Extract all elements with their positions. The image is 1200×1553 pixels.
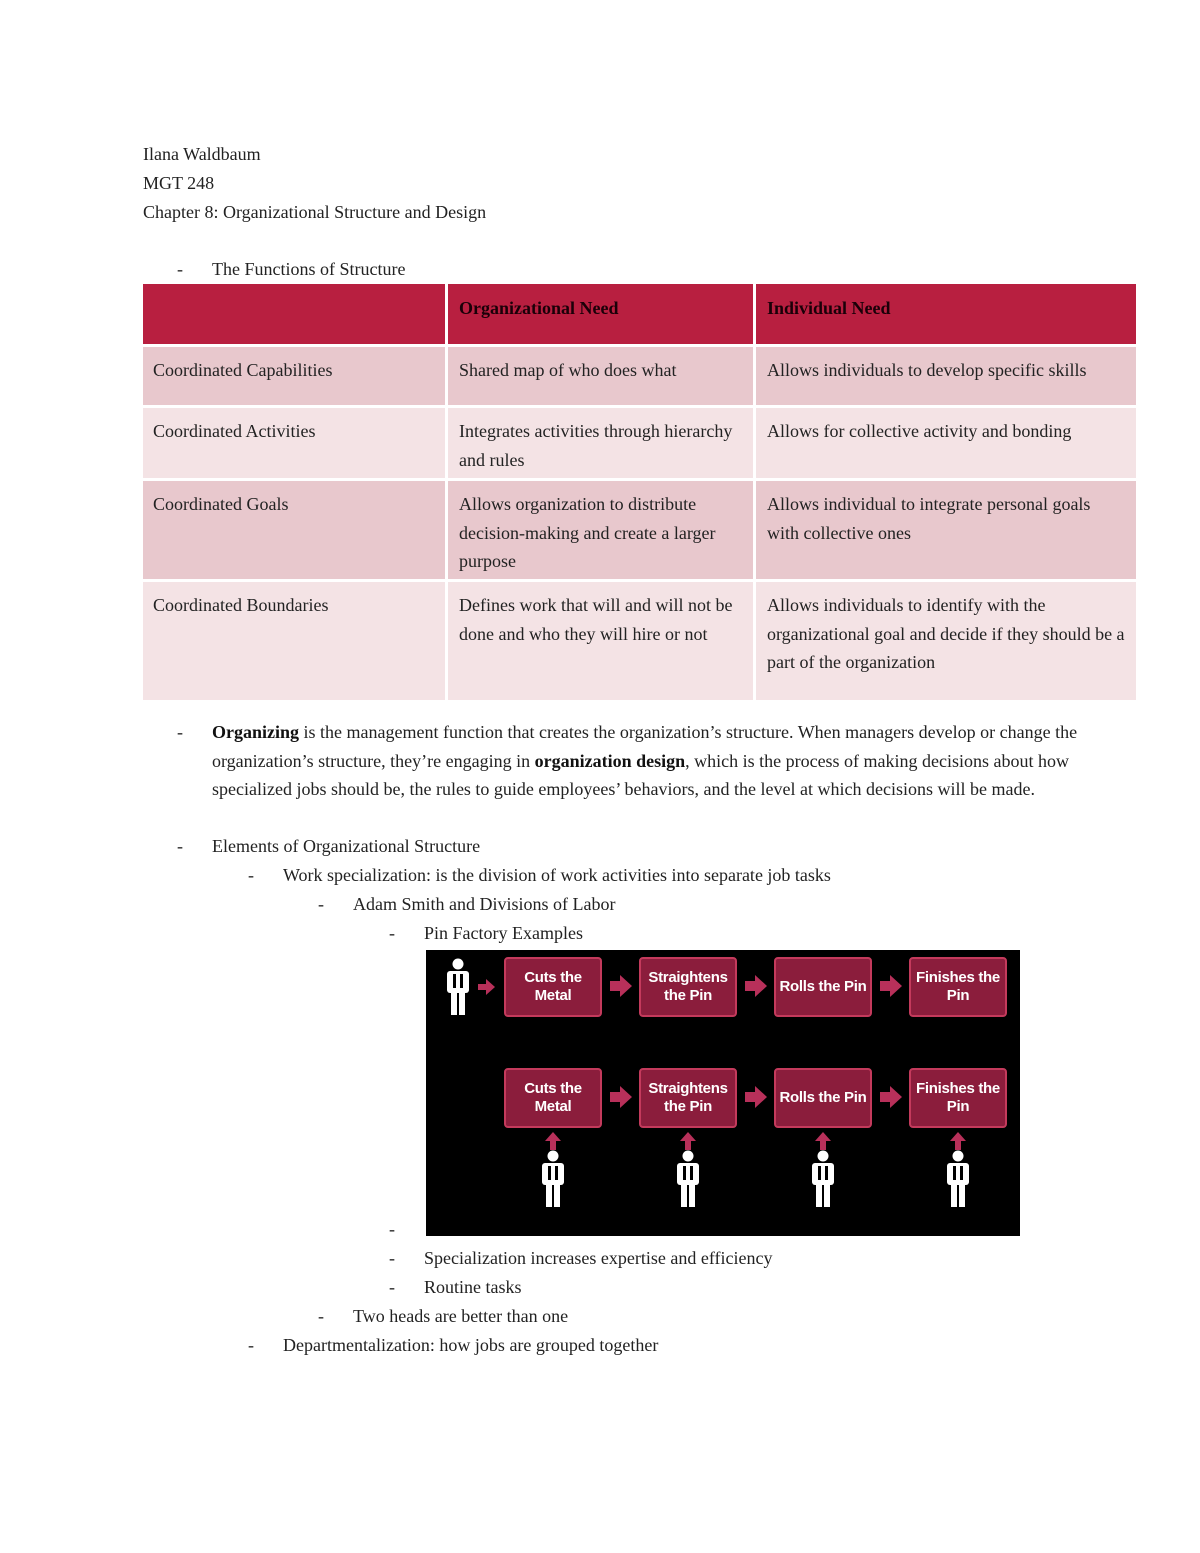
- two-heads-item: Two heads are better than one: [353, 1306, 569, 1326]
- worker-figure-icon: [539, 1150, 567, 1208]
- bullet-dash: -: [318, 894, 324, 914]
- arrow-right-icon: [745, 975, 767, 997]
- table-cell: Coordinated Capabilities: [143, 347, 445, 405]
- arrow-up-icon: [950, 1132, 966, 1150]
- organizing-text-1: is the management function that creates the organization’s structure. When managers develop or change the organization’s structure, they’re engaging in: [212, 722, 1078, 771]
- bullet-dash: -: [248, 865, 254, 885]
- worker-figure-icon: [444, 958, 472, 1016]
- arrow-up-icon: [815, 1132, 831, 1150]
- arrow-right-icon: [478, 978, 496, 996]
- table-cell: Allows for collective activity and bonding: [756, 408, 1136, 478]
- step-box: Rolls the Pin: [774, 1068, 872, 1128]
- step-box: Finishes the Pin: [909, 1068, 1007, 1128]
- worker-figure-icon: [944, 1150, 972, 1208]
- table-cell: Allows individuals to develop specific skills: [756, 347, 1136, 405]
- table-row: [143, 481, 1136, 579]
- bullet-dash: -: [177, 836, 183, 856]
- adam-smith-item: Adam Smith and Divisions of Labor: [353, 894, 616, 914]
- table-row: [143, 582, 1136, 700]
- table-header-row: [143, 284, 1136, 344]
- organizing-text-2: , which is the process of making decisions about how specialized jobs should be, the rules to guide employees’ behaviors, and the level at which decisions will be made.: [212, 750, 1070, 799]
- chapter-title: Chapter 8: Organizational Structure and Design: [143, 202, 487, 222]
- pin-factory-diagram: [426, 950, 1020, 1236]
- arrow-right-icon: [610, 975, 632, 997]
- pin-factory-item: Pin Factory Examples: [424, 923, 583, 943]
- bullet-dash: -: [177, 722, 183, 742]
- arrow-up-icon: [545, 1132, 561, 1150]
- course-code: MGT 248: [143, 173, 215, 193]
- step-box: Finishes the Pin: [909, 957, 1007, 1017]
- bullet-dash: -: [318, 1306, 324, 1326]
- worker-figure-icon: [674, 1150, 702, 1208]
- step-box: Straightens the Pin: [639, 1068, 737, 1128]
- departmentalization-item: Departmentalization: how jobs are grouped together: [283, 1335, 659, 1355]
- arrow-right-icon: [745, 1086, 767, 1108]
- table-cell: Allows organization to distribute decision-making and create a larger purpose: [448, 481, 753, 579]
- arrow-right-icon: [880, 975, 902, 997]
- step-box: Cuts the Metal: [504, 1068, 602, 1128]
- bullet-dash: -: [248, 1335, 254, 1355]
- table-cell: Shared map of who does what: [448, 347, 753, 405]
- organizing-paragraph: [212, 718, 1092, 804]
- organization-design-term: organization design: [534, 750, 686, 771]
- arrow-right-icon: [610, 1086, 632, 1108]
- table-row: [143, 347, 1136, 405]
- table-cell: Coordinated Goals: [143, 481, 445, 579]
- table-cell: Coordinated Boundaries: [143, 582, 445, 700]
- arrow-up-icon: [680, 1132, 696, 1150]
- bullet-dash: -: [389, 1219, 395, 1239]
- bullet-dash: -: [389, 923, 395, 943]
- table-cell: Coordinated Activities: [143, 408, 445, 478]
- specialization-benefit-item: Specialization increases expertise and efficiency: [424, 1248, 773, 1268]
- table-cell: Allows individuals to identify with the organizational goal and decide if they should be a part of the organization: [756, 582, 1136, 700]
- worker-figure-icon: [809, 1150, 837, 1208]
- step-box: Straightens the Pin: [639, 957, 737, 1017]
- table-row: [143, 408, 1136, 478]
- routine-tasks-item: Routine tasks: [424, 1277, 522, 1297]
- table-cell: Defines work that will and will not be done and who they will hire or not: [448, 582, 753, 700]
- organizing-term: Organizing: [212, 722, 300, 742]
- table-cell: Integrates activities through hierarchy and rules: [448, 408, 753, 478]
- bullet-dash: -: [389, 1277, 395, 1297]
- step-box: Cuts the Metal: [504, 957, 602, 1017]
- table-header-cell: Organizational Need: [448, 284, 753, 344]
- work-specialization-item: Work specialization: is the division of work activities into separate job tasks: [283, 865, 831, 885]
- bullet-dash: -: [177, 259, 183, 279]
- bullet-dash: -: [389, 1248, 395, 1268]
- table-cell: Allows individual to integrate personal goals with collective ones: [756, 481, 1136, 579]
- author-name: Ilana Waldbaum: [143, 144, 261, 164]
- elements-heading: Elements of Organizational Structure: [212, 836, 481, 856]
- step-box: Rolls the Pin: [774, 957, 872, 1017]
- table-header-cell: Individual Need: [756, 284, 1136, 344]
- arrow-right-icon: [880, 1086, 902, 1108]
- functions-heading: The Functions of Structure: [212, 259, 406, 279]
- table-header-cell: [143, 284, 445, 344]
